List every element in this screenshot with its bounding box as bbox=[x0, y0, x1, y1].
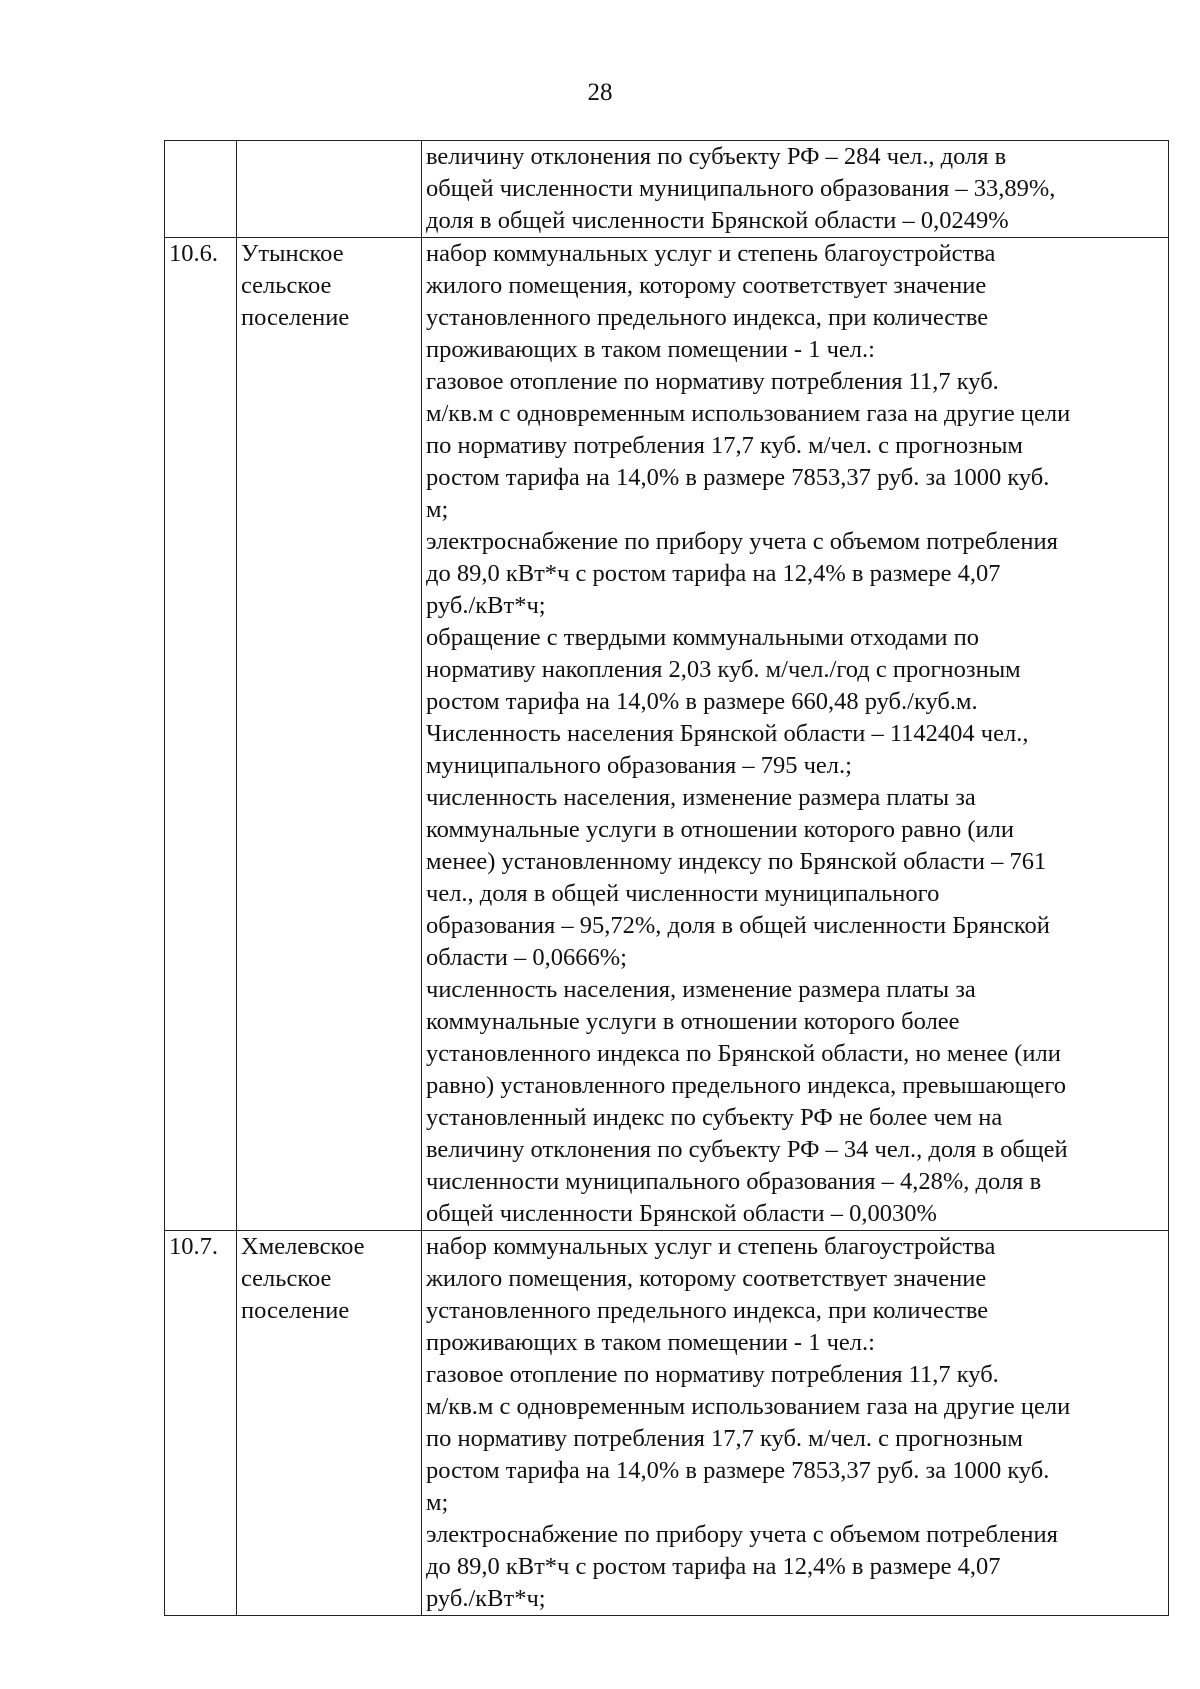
description-line: ростом тарифа на 14,0% в размере 7853,37 руб. за 1000 куб. bbox=[426, 1457, 1050, 1484]
description-line: м; bbox=[426, 1489, 449, 1516]
description-line: установленного индекса по Брянской области, но менее (или bbox=[426, 1040, 1061, 1067]
description-line: коммунальные услуги в отношении которого более bbox=[426, 1008, 960, 1035]
description-line: набор коммунальных услуг и степень благоустройства bbox=[426, 1233, 996, 1260]
table-body bbox=[165, 141, 1169, 1616]
description-line: численности муниципального образования – 4,28%, доля в bbox=[426, 1168, 1042, 1195]
description-line: численность населения, изменение размера платы за bbox=[426, 784, 976, 811]
description-cell bbox=[422, 238, 1169, 1231]
description-line: м/кв.м с одновременным использованием газа на другие цели bbox=[426, 400, 1071, 427]
description-line: величину отклонения по субъекту РФ – 284 чел., доля в bbox=[426, 143, 1007, 170]
description-line: набор коммунальных услуг и степень благоустройства bbox=[426, 240, 996, 267]
description-line: муниципального образования – 795 чел.; bbox=[426, 752, 852, 779]
description-line: газовое отопление по нормативу потребления 11,7 куб. bbox=[426, 368, 999, 395]
document-table bbox=[164, 140, 1169, 1616]
settlement-name-line: Хмелевское bbox=[241, 1233, 365, 1260]
settlement-name-cell bbox=[237, 141, 422, 238]
settlement-name-cell bbox=[237, 238, 422, 1231]
description-line: жилого помещения, которому соответствует значение bbox=[426, 272, 987, 299]
description-line: электроснабжение по прибору учета с объемом потребления bbox=[426, 1521, 1058, 1548]
description-line: до 89,0 кВт*ч с ростом тарифа на 12,4% в размере 4,07 bbox=[426, 560, 1001, 587]
description-line: величину отклонения по субъекту РФ – 34 чел., доля в общей bbox=[426, 1136, 1068, 1163]
description-line: ростом тарифа на 14,0% в размере 7853,37 руб. за 1000 куб. bbox=[426, 464, 1050, 491]
row-number-cell bbox=[165, 141, 237, 238]
description-line: образования – 95,72%, доля в общей численности Брянской bbox=[426, 912, 1050, 939]
description-line: жилого помещения, которому соответствует значение bbox=[426, 1265, 987, 1292]
description-line: установленного предельного индекса, при количестве bbox=[426, 1297, 989, 1324]
description-line: Численность населения Брянской области – 1142404 чел., bbox=[426, 720, 1029, 747]
description-line: обращение с твердыми коммунальными отходами по bbox=[426, 624, 979, 651]
description-line: проживающих в таком помещении - 1 чел.: bbox=[426, 336, 875, 363]
description-line: м; bbox=[426, 496, 449, 523]
description-line: нормативу накопления 2,03 куб. м/чел./год с прогнозным bbox=[426, 656, 1021, 683]
description-line: по нормативу потребления 17,7 куб. м/чел. с прогнозным bbox=[426, 1425, 1023, 1452]
description-line: чел., доля в общей численности муниципального bbox=[426, 880, 940, 907]
description-line: электроснабжение по прибору учета с объемом потребления bbox=[426, 528, 1058, 555]
settlement-name-line: сельское bbox=[241, 272, 332, 299]
settlement-name-line: поселение bbox=[241, 304, 350, 331]
description-line: м/кв.м с одновременным использованием газа на другие цели bbox=[426, 1393, 1071, 1420]
table-row bbox=[165, 141, 1169, 238]
description-line: до 89,0 кВт*ч с ростом тарифа на 12,4% в размере 4,07 bbox=[426, 1553, 1001, 1580]
description-line: менее) установленному индексу по Брянской области – 761 bbox=[426, 848, 1047, 875]
page-number: 28 bbox=[587, 79, 613, 106]
description-line: коммунальные услуги в отношении которого равно (или bbox=[426, 816, 1014, 843]
row-number-cell: 10.7. bbox=[165, 1231, 237, 1616]
description-line: общей численности муниципального образования – 33,89%, bbox=[426, 175, 1056, 202]
description-line: области – 0,0666%; bbox=[426, 944, 627, 971]
settlement-name-line: поселение bbox=[241, 1297, 350, 1324]
settlement-name-line: Утынское bbox=[241, 240, 344, 267]
table-row bbox=[165, 1231, 1169, 1616]
settlement-name-cell bbox=[237, 1231, 422, 1616]
row-number-cell: 10.6. bbox=[165, 238, 237, 1231]
description-line: руб./кВт*ч; bbox=[426, 592, 546, 619]
description-line: руб./кВт*ч; bbox=[426, 1585, 546, 1612]
description-line: равно) установленного предельного индекса, превышающего bbox=[426, 1072, 1067, 1099]
description-line: доля в общей численности Брянской области – 0,0249% bbox=[426, 207, 1009, 234]
description-cell bbox=[422, 141, 1169, 238]
description-line: газовое отопление по нормативу потребления 11,7 куб. bbox=[426, 1361, 999, 1388]
description-line: по нормативу потребления 17,7 куб. м/чел. с прогнозным bbox=[426, 432, 1023, 459]
settlement-name-line: сельское bbox=[241, 1265, 332, 1292]
description-line: общей численности Брянской области – 0,0030% bbox=[426, 1200, 937, 1227]
table-row bbox=[165, 238, 1169, 1231]
description-cell bbox=[422, 1231, 1169, 1616]
description-line: ростом тарифа на 14,0% в размере 660,48 руб./куб.м. bbox=[426, 688, 978, 715]
description-line: численность населения, изменение размера платы за bbox=[426, 976, 976, 1003]
description-line: установленного предельного индекса, при количестве bbox=[426, 304, 989, 331]
description-line: установленный индекс по субъекту РФ не более чем на bbox=[426, 1104, 1003, 1131]
description-line: проживающих в таком помещении - 1 чел.: bbox=[426, 1329, 875, 1356]
